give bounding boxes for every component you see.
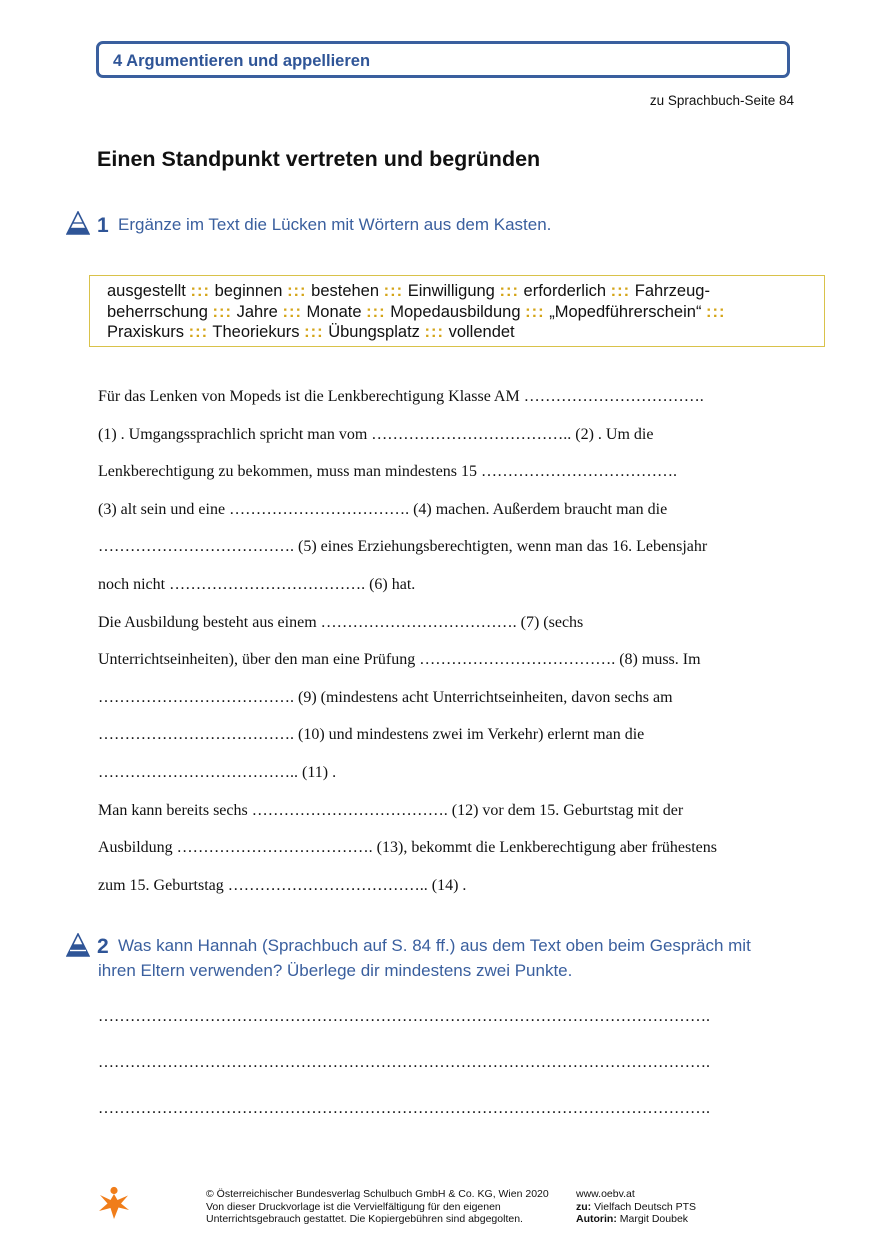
task-2-instruction-line1: Was kann Hannah (Sprachbuch auf S. 84 ff.) aus dem Text oben beim Gespräch mit [118,936,751,955]
footer-copyright-line: Unterrichtsgebrauch gestattet. Die Kopiergebühren sind abgegolten. [206,1213,523,1225]
word-item: Einwilligung [407,282,495,300]
word-separator: ::: [383,282,404,300]
text-line: Lenkberechtigung zu bekommen, muss man mindestens 15 ………………………………. [98,463,678,481]
word-separator: ::: [525,302,545,321]
task-2-number: 2 [97,935,109,958]
text-line: zum 15. Geburtstag ……………………………….. (14) . [98,876,467,894]
chapter-title: 4 Argumentieren und appellieren [113,52,371,70]
footer-info [576,1188,696,1226]
text-line: Die Ausbildung besteht aus einem ………………………………. (7) (sechs [98,613,584,631]
text-line: ………………………………. (9) (mindestens acht Unterrichtseinheiten, davon sechs am [98,688,673,706]
word-item: Übungsplatz [328,323,420,341]
gap-fill-text [98,378,798,904]
word-item: ausgestellt [107,282,186,300]
word-item: erforderlich [523,282,607,300]
word-item: vollendet [448,323,515,341]
text-line: noch nicht ………………………………. (6) hat. [98,575,416,593]
task-2-instruction-line2: ihren Eltern verwenden? Überlege dir mindestens zwei Punkte. [98,961,573,980]
word-item: beherrschung [107,302,208,321]
footer-zu-label: zu: [576,1200,592,1213]
answer-line[interactable]: ……………………………………………………………………………………………………. [98,1054,710,1071]
footer-author-name: Margit Doubek [619,1213,689,1225]
word-separator: ::: [212,302,232,321]
footer-book-title: Vielfach Deutsch PTS [594,1200,697,1213]
word-item: Praxiskurs [107,323,185,341]
word-item: Mopedausbildung [390,302,521,321]
difficulty-pyramid-icon [66,933,90,957]
word-separator: ::: [706,302,726,321]
word-separator: ::: [304,323,324,341]
footer-copyright-line: © Österreichischer Bundesverlag Schulbuch GmbH & Co. KG, Wien 2020 [206,1188,549,1200]
text-line: Man kann bereits sechs ………………………………. (12) vor dem 15. Geburtstag mit der [98,801,684,819]
word-item: Monate [306,302,362,321]
word-separator: ::: [188,323,209,341]
word-separator: ::: [424,323,444,341]
word-item: Fahrzeug- [634,282,710,300]
word-box [89,275,825,347]
word-item: bestehen [311,282,380,300]
word-separator: ::: [610,282,631,300]
word-item: Theoriekurs [212,323,300,341]
text-line: ………………………………. (5) eines Erziehungsberechtigten, wenn man das 16. Lebensjahr [98,538,708,556]
text-line: Ausbildung ………………………………. (13), bekommt die Lenkberechtigung aber frühestens [98,839,717,857]
footer-copyright [206,1188,549,1226]
word-item: „Mopedführerschein“ [549,302,702,321]
word-box-line [107,281,814,302]
difficulty-pyramid-icon [66,211,90,235]
oebv-logo-icon [96,1186,132,1222]
page-reference: zu Sprachbuch-Seite 84 [649,93,794,108]
text-line: ……………………………….. (11) . [98,763,337,781]
text-line: Unterrichtseinheiten), über den man eine Prüfung ………………………………. (8) muss. Im [98,651,701,669]
word-separator: ::: [499,282,519,300]
word-item: beginnen [214,282,283,300]
text-line: ………………………………. (10) und mindestens zwei im Verkehr) erlernt man die [98,726,645,744]
page-title: Einen Standpunkt vertreten und begründen [97,147,541,171]
text-line: Für das Lenken von Mopeds ist die Lenkberechtigung Klasse AM ……………………………. [98,388,704,405]
word-separator: ::: [366,302,386,321]
chapter-header-box [96,41,790,78]
answer-lines [98,1008,798,1146]
text-line: (1) . Umgangssprachlich spricht man vom ……………………………….. (2) . Um die [98,425,654,443]
footer-author-label: Autorin: [576,1213,617,1225]
footer-author [576,1213,696,1226]
task-1-number: 1 [97,214,109,237]
footer-book [576,1201,696,1214]
word-separator: ::: [282,302,302,321]
word-separator: ::: [190,282,210,300]
word-item: Jahre [236,302,278,321]
word-box-line [107,322,814,343]
answer-line[interactable]: ……………………………………………………………………………………………………. [98,1008,710,1025]
word-box-line [107,302,814,323]
footer-copyright-line: Von dieser Druckvorlage ist die Vervielfältigung für den eigenen [206,1200,501,1213]
footer-website[interactable]: www.oebv.at [576,1188,635,1200]
answer-line[interactable]: ……………………………………………………………………………………………………. [98,1100,710,1117]
word-separator: ::: [287,282,307,300]
text-line: (3) alt sein und eine ……………………………. (4) machen. Außerdem braucht man die [98,500,668,518]
task-1-instruction: Ergänze im Text die Lücken mit Wörtern aus dem Kasten. [118,215,552,234]
